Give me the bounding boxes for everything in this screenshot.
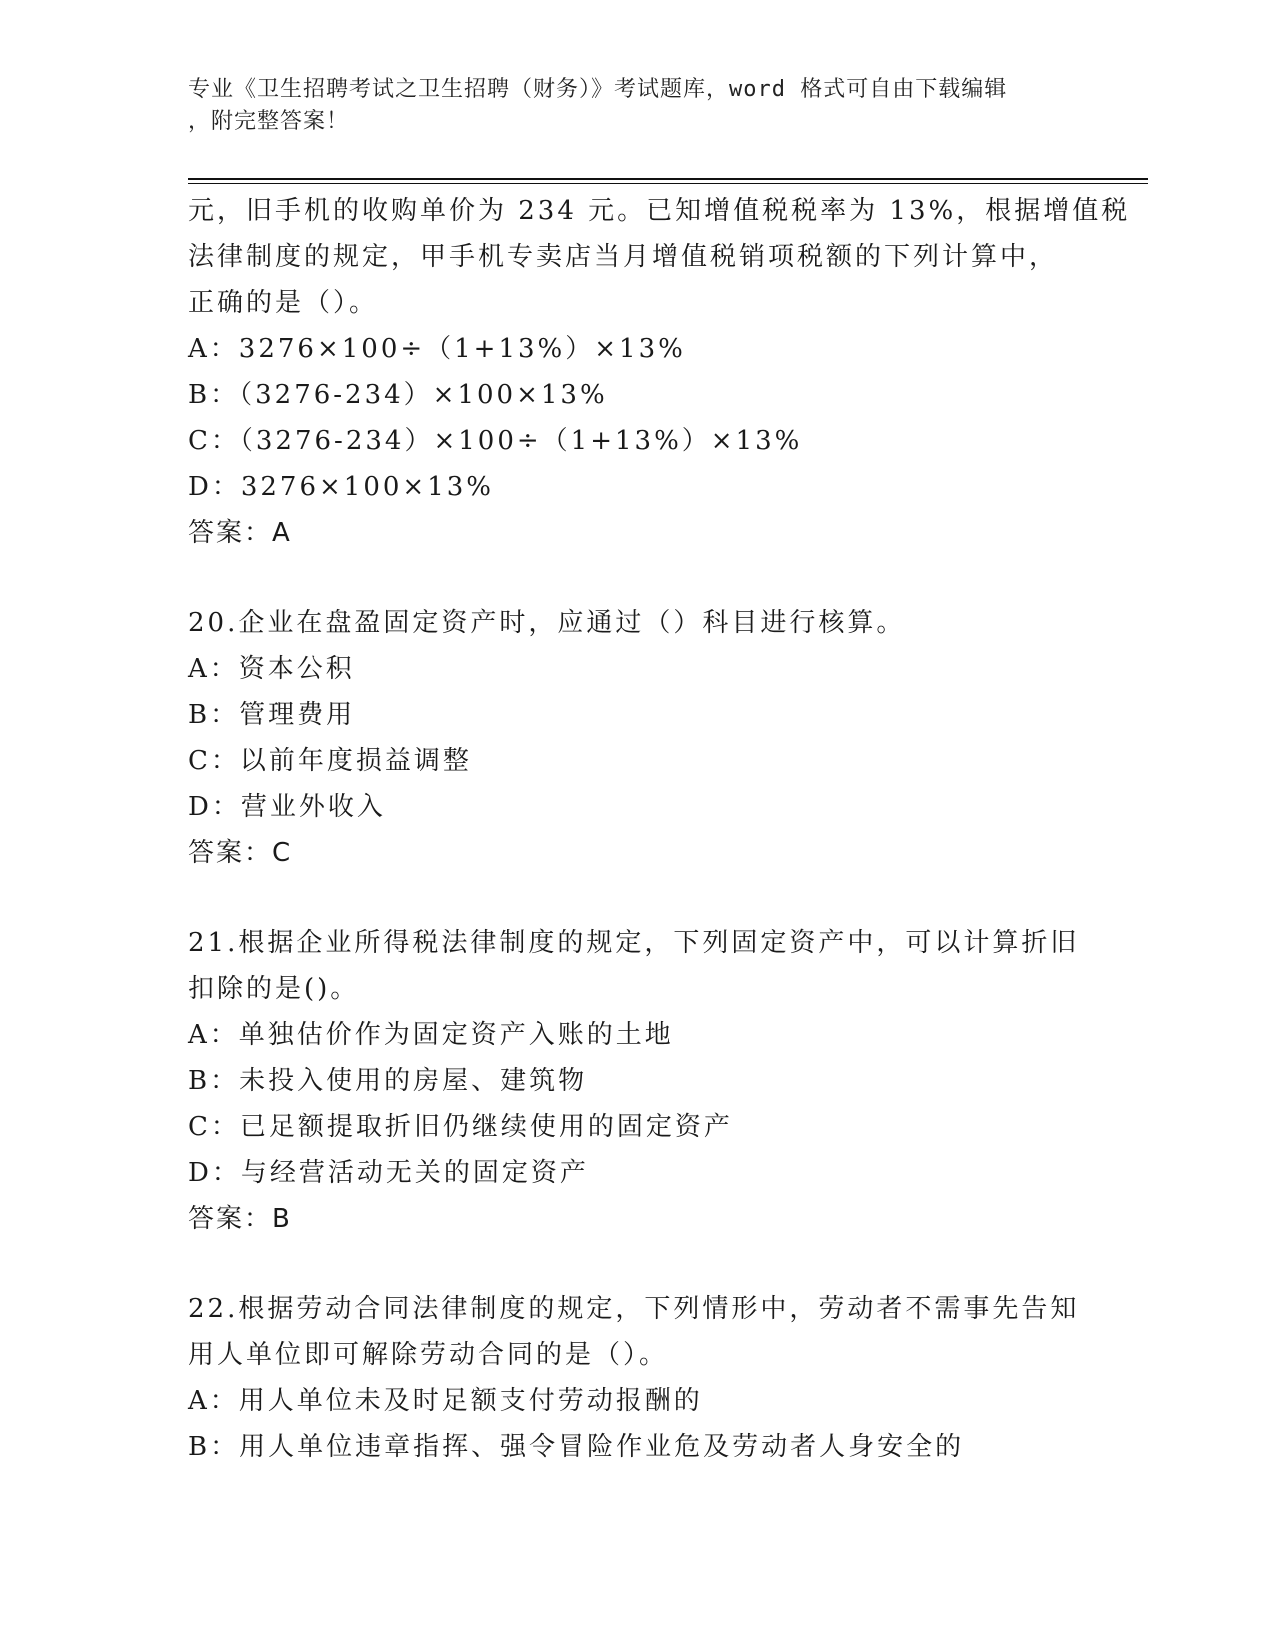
option-b: B：未投入使用的房屋、建筑物: [188, 1066, 588, 1096]
question-text-line: 扣除的是()。: [188, 974, 360, 1004]
option-a: A：用人单位未及时足额支付劳动报酬的: [188, 1386, 703, 1416]
option-c: C：已足额提取折旧仍继续使用的固定资产: [188, 1112, 733, 1142]
option-d: D：营业外收入: [188, 792, 386, 822]
option-b: B：管理费用: [188, 700, 356, 730]
question-list: [188, 188, 1131, 1470]
option-a: A：资本公积: [188, 654, 355, 684]
question-text-line: 20.企业在盘盈固定资产时，应通过（）科目进行核算。: [188, 608, 906, 638]
question-text-line: 法律制度的规定，甲手机专卖店当月增值税销项税额的下列计算中，: [188, 242, 1059, 272]
option-c: C：（3276-234）×100÷（1+13%）×13%: [188, 426, 803, 456]
question-text-line: 正确的是（）。: [188, 288, 379, 318]
question-19: [188, 188, 1131, 556]
question-text-line: 元，旧手机的收购单价为 234 元。已知增值税税率为 13%，根据增值税: [188, 196, 1131, 226]
question-22: [188, 1286, 1088, 1470]
header-line-1: 专业《卫生招聘考试之卫生招聘（财务）》考试题库，word 格式可自由下载编辑: [188, 77, 1008, 102]
question-text-line: 21.根据企业所得税法律制度的规定，下列固定资产中，可以计算折旧: [188, 928, 1080, 958]
header-rule-thin: [188, 183, 1148, 184]
option-a: A：单独估价作为固定资产入账的土地: [188, 1020, 674, 1050]
option-c: C：以前年度损益调整: [188, 746, 472, 776]
document-header: [188, 74, 1068, 138]
option-d: D：3276×100×13%: [188, 472, 494, 502]
header-rule: [188, 178, 1148, 180]
question-21: [188, 920, 1088, 1242]
option-b: B：（3276-234）×100×13%: [188, 380, 608, 410]
answer-line: 答案：C: [188, 838, 293, 868]
question-20: [188, 600, 1088, 876]
answer-line: 答案：A: [188, 518, 292, 548]
question-text-line: 22.根据劳动合同法律制度的规定，下列情形中，劳动者不需事先告知: [188, 1294, 1080, 1324]
spacer: [188, 876, 1088, 920]
option-a: A：3276×100÷（1+13%）×13%: [188, 334, 686, 364]
header-line-2: ，附完整答案！: [188, 109, 350, 134]
spacer: [188, 1242, 1088, 1286]
answer-line: 答案：B: [188, 1204, 292, 1234]
spacer: [188, 556, 1088, 600]
option-b: B：用人单位违章指挥、强令冒险作业危及劳动者人身安全的: [188, 1432, 965, 1462]
question-text-line: 用人单位即可解除劳动合同的是（）。: [188, 1340, 669, 1370]
option-d: D：与经营活动无关的固定资产: [188, 1158, 589, 1188]
